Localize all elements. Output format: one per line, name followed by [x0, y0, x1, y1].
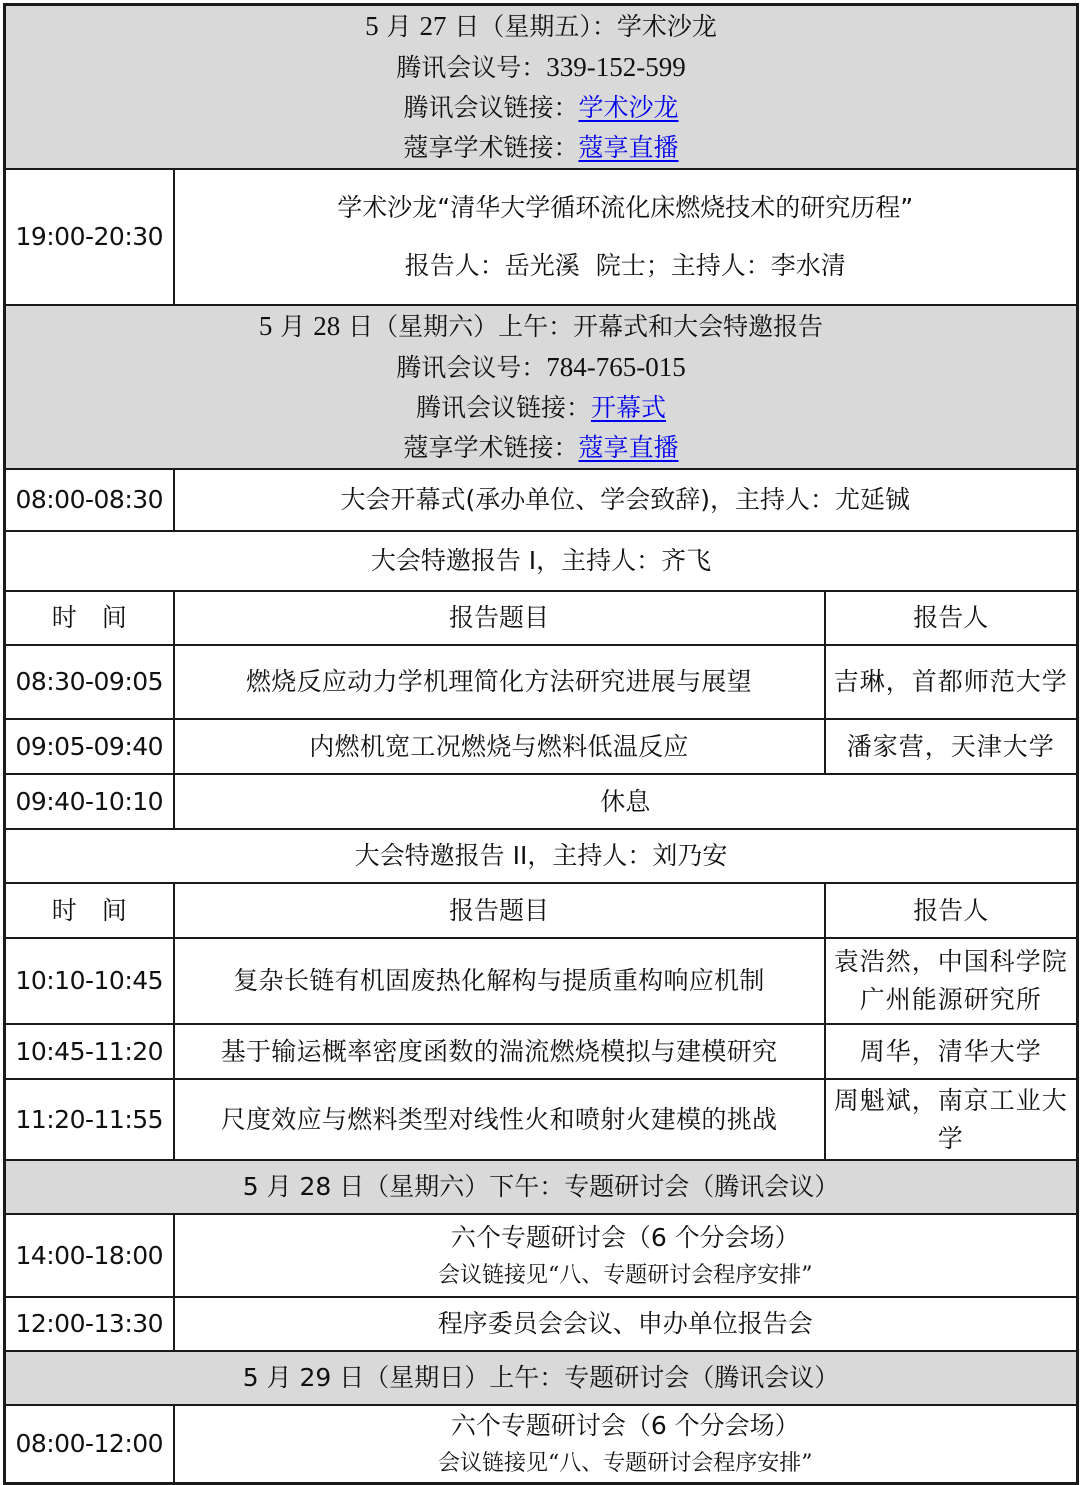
- session1-talk-row: [5, 645, 1078, 719]
- workshop-row: [5, 1405, 1078, 1484]
- column-header-time: 时 间: [5, 591, 174, 645]
- workshop-title: 六个专题研讨会（6 个分会场）: [450, 1411, 800, 1440]
- talk-title: 燃烧反应动力学机理简化方法研究进展与展望: [174, 645, 825, 719]
- salon-details: [174, 169, 1078, 305]
- talk-speaker: 周华，清华大学: [825, 1024, 1078, 1079]
- session1-talk-row: [5, 719, 1078, 774]
- day2-tencent-meeting-link[interactable]: 开幕式: [591, 393, 667, 422]
- session2-title: 大会特邀报告 II，主持人：刘乃安: [5, 829, 1078, 883]
- break-time: 09:40-10:10: [5, 774, 174, 829]
- workshop-time: 14:00-18:00: [5, 1214, 174, 1297]
- break-text: 休息: [174, 774, 1078, 829]
- session2-talk-row: [5, 1024, 1078, 1079]
- committee-time: 12:00-13:30: [5, 1297, 174, 1351]
- session1-title: 大会特邀报告 I，主持人：齐飞: [5, 531, 1078, 591]
- day3-morning-header: 5 月 29 日（星期日）上午：专题研讨会（腾讯会议）: [5, 1351, 1078, 1405]
- day1-tencent-meeting-link[interactable]: 学术沙龙: [578, 93, 679, 122]
- day1-koushare-live-link[interactable]: 蔻享直播: [578, 133, 679, 162]
- session2-talk-row: [5, 1079, 1078, 1160]
- workshop-link-note: 会议链接见“八、专题研讨会程序安排”: [438, 1262, 813, 1288]
- opening-time: 08:00-08:30: [5, 469, 174, 531]
- opening-text: 大会开幕式(承办单位、学会致辞)，主持人：尤延铖: [174, 469, 1078, 531]
- column-header-title: 报告题目: [174, 883, 825, 938]
- break-row: [5, 774, 1078, 829]
- day1-meeting-id: 腾讯会议号：339-152-599: [396, 52, 686, 82]
- talk-title: 复杂长链有机固废热化解构与提质重构响应机制: [174, 938, 825, 1024]
- day1-tencent-link-line: 腾讯会议链接：学术沙龙: [403, 93, 679, 122]
- session2-column-header-row: [5, 883, 1078, 938]
- workshop-time: 08:00-12:00: [5, 1405, 174, 1484]
- talk-speaker: 袁浩然，中国科学院广州能源研究所: [825, 938, 1078, 1024]
- day2-afternoon-header: 5 月 28 日（星期六）下午：专题研讨会（腾讯会议）: [5, 1160, 1078, 1214]
- talk-title: 尺度效应与燃料类型对线性火和喷射火建模的挑战: [174, 1079, 825, 1160]
- day1-header-row: [5, 5, 1078, 170]
- session1-column-header-row: [5, 591, 1078, 645]
- talk-time: 10:45-11:20: [5, 1024, 174, 1079]
- day2-date-title: 5 月 28 日（星期六）上午：开幕式和大会特邀报告: [258, 311, 824, 341]
- day2-tencent-link-line: 腾讯会议链接：开幕式: [415, 393, 667, 422]
- day1-koushare-link-line: 蔻享学术链接：蔻享直播: [403, 133, 679, 162]
- talk-speaker: 吉琳，首都师范大学: [825, 645, 1078, 719]
- committee-row: [5, 1297, 1078, 1351]
- session2-title-row: [5, 829, 1078, 883]
- day2-morning-header-row: [5, 305, 1078, 469]
- day2-koushare-link-line: 蔻享学术链接：蔻享直播: [403, 433, 679, 462]
- day2-koushare-live-link[interactable]: 蔻享直播: [578, 433, 679, 462]
- session2-talk-row: [5, 938, 1078, 1024]
- talk-title: 内燃机宽工况燃烧与燃料低温反应: [174, 719, 825, 774]
- talk-time: 11:20-11:55: [5, 1079, 174, 1160]
- talk-title: 基于输运概率密度函数的湍流燃烧模拟与建模研究: [174, 1024, 825, 1079]
- workshop-details: [174, 1405, 1078, 1484]
- day1-date-title: 5 月 27 日（星期五）：学术沙龙: [365, 11, 717, 41]
- session1-title-row: [5, 531, 1078, 591]
- committee-text: 程序委员会会议、申办单位报告会: [174, 1297, 1078, 1351]
- opening-row: [5, 469, 1078, 531]
- salon-title: 学术沙龙“清华大学循环流化床燃烧技术的研究历程”: [337, 193, 914, 222]
- talk-speaker: 潘家营，天津大学: [825, 719, 1078, 774]
- talk-time: 08:30-09:05: [5, 645, 174, 719]
- talk-time: 09:05-09:40: [5, 719, 174, 774]
- workshop-title: 六个专题研讨会（6 个分会场）: [450, 1222, 800, 1252]
- column-header-time: 时 间: [5, 883, 174, 938]
- day2-morning-header: [5, 305, 1078, 469]
- workshop-row: [5, 1214, 1078, 1297]
- column-header-speaker: 报告人: [825, 883, 1078, 938]
- day2-meeting-id: 腾讯会议号：784-765-015: [396, 352, 686, 382]
- workshop-link-note: 会议链接见“八、专题研讨会程序安排”: [438, 1451, 813, 1476]
- talk-time: 10:10-10:45: [5, 938, 174, 1024]
- day2-afternoon-header-row: [5, 1160, 1078, 1214]
- conference-schedule-table: [3, 3, 1079, 1485]
- salon-row: [5, 169, 1078, 305]
- workshop-details: [174, 1214, 1078, 1297]
- salon-speaker-host: 报告人：岳光溪 院士；主持人：李水清: [404, 251, 846, 280]
- day1-header: [5, 5, 1078, 170]
- column-header-title: 报告题目: [174, 591, 825, 645]
- salon-time: 19:00-20:30: [5, 169, 174, 305]
- day3-morning-header-row: [5, 1351, 1078, 1405]
- column-header-speaker: 报告人: [825, 591, 1078, 645]
- talk-speaker: 周魁斌，南京工业大学: [825, 1079, 1078, 1160]
